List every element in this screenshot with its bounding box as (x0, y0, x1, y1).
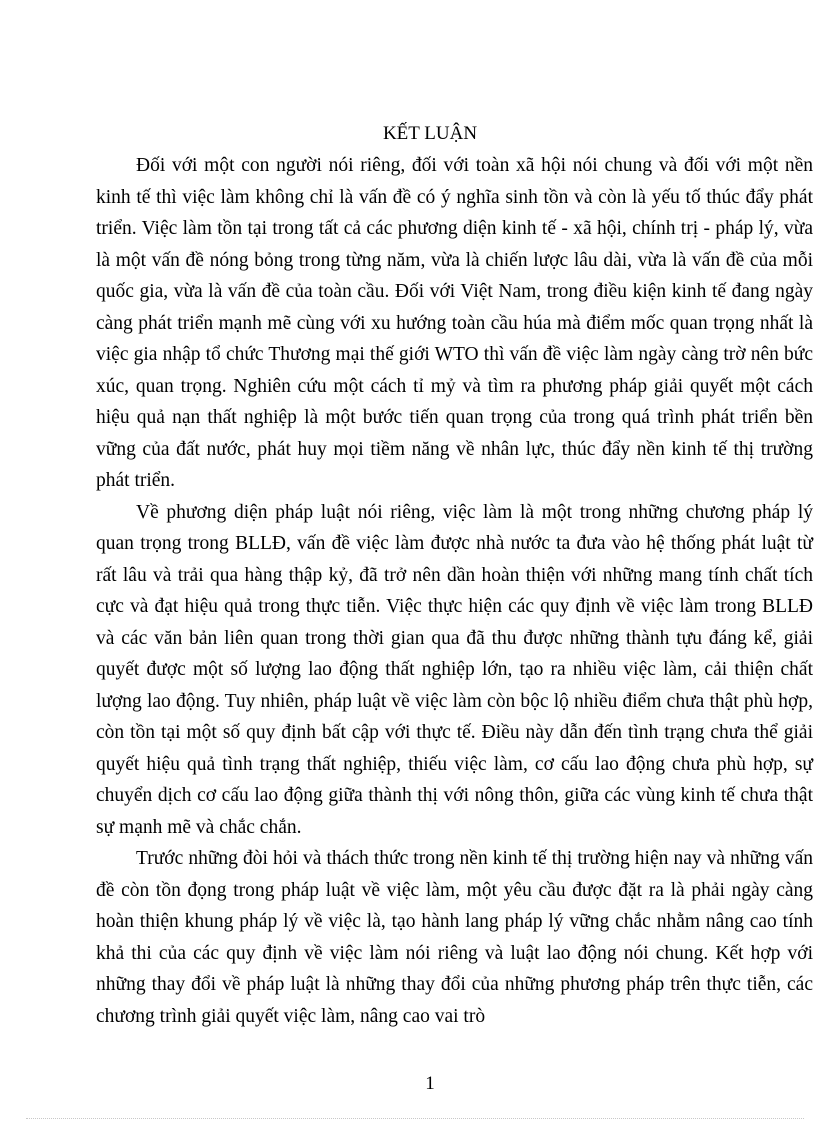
paragraph-1: Đối với một con người nói riêng, đối với toàn xã hội nói chung và đối với một nền kinh tế thì việc làm không chỉ là vấn đề có ý nghĩa sinh tồn và còn là yếu tố thúc đẩy phát triển. Việc làm tồn tại trong tất cả các phương diện kinh tế - xã hội, chính trị - pháp lý, vừa là một vấn đề nóng bỏng trong từng năm, vừa là chiến lược lâu dài, vừa là vấn đề của mỗi quốc gia, vừa là vấn đề của toàn cầu. Đối với Việt Nam, trong điều kiện kinh tế đang ngày càng phát triển mạnh mẽ cùng với xu hướng toàn cầu húa mà điểm mốc quan trọng nhất là việc gia nhập tổ chức Thương mại thế giới WTO thì vấn đề việc làm ngày càng trờ nên bức xúc, quan trọng. Nghiên cứu một cách tỉ mỷ và tìm ra phương pháp giải quyết một cách hiệu quả nạn thất nghiệp là một bước tiến quan trọng của trong quá trình phát triển bền vững của đất nước, phát huy mọi tiềm năng về nhân lực, thúc đẩy nền kinh tế thị trường phát triển. (96, 155, 813, 491)
paragraph-3: Trước những đòi hỏi và thách thức trong nền kinh tế thị trường hiện nay và những vấn đề còn tồn đọng trong pháp luật về việc làm, một yêu cầu được đặt ra là phải ngày càng hoàn thiện khung pháp lý về việc là, tạo hành lang pháp lý vững chắc nhằm nâng cao tính khả thi của các quy định về việc làm nói riêng và luật lao động nói chung. Kết hợp với những thay đổi về pháp luật là những thay đổi của những phương pháp trên thực tiễn, các chương trình giải quyết việc làm, nâng cao vai trò (96, 848, 813, 1027)
page-bottom-divider (26, 1118, 804, 1119)
paragraph-2: Về phương diện pháp luật nói riêng, việc làm là một trong những chương pháp lý quan trọng trong BLLĐ, vấn đề việc làm được nhà nước ta đưa vào hệ thống phát luật từ rất lâu và trải qua hàng thập kỷ, đã trở nên dần hoàn thiện với những mang tính chất tích cực và đạt hiệu quả trong thực tiễn. Việc thực hiện các quy định về việc làm trong BLLĐ và các văn bản liên quan trong thời gian qua đã thu được những thành tựu đáng kể, giải quyết được một số lượng lao động thất nghiệp lớn, tạo ra nhiều việc làm, cải thiện chất lượng lao động. Tuy nhiên, pháp luật về việc làm còn bộc lộ nhiều điểm chưa thật phù hợp, còn tồn tại một số quy định bất cập với thực tế. Điều này dẫn đến tình trạng chưa thể giải quyết hiệu quả tình trạng thất nghiệp, thiếu việc làm, cơ cấu lao động chưa phù hợp, sự chuyển dịch cơ cấu lao động giữa thành thị với nông thôn, giữa các vùng kinh tế chưa thật sự mạnh mẽ và chắc chắn. (96, 501, 813, 838)
document-body (96, 150, 813, 1032)
page-title: KẾT LUẬN (382, 123, 478, 144)
page-number: 1 (425, 1073, 435, 1094)
